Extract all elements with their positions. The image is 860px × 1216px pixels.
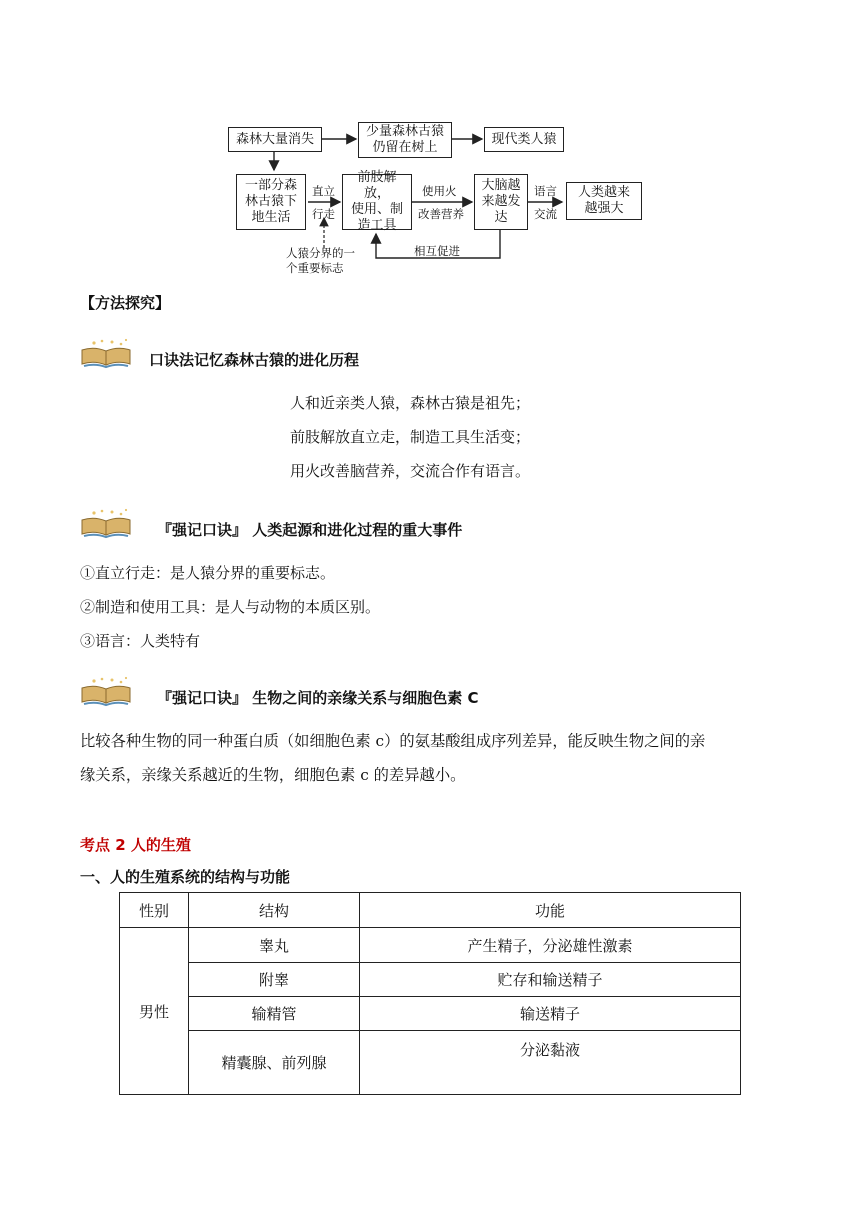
- box-few-apes: [358, 122, 452, 158]
- label-nutrition: 改善营养: [418, 207, 464, 221]
- table-row: [120, 928, 741, 963]
- section2-heading: 考点 2 人的生殖: [80, 836, 191, 854]
- box-forelimb: [342, 170, 412, 233]
- table-header-row: [120, 893, 741, 928]
- events-item-1: ①直立行走：是人猿分界的重要标志。: [80, 564, 336, 582]
- table-cell-structure: 精囊腺、前列腺: [189, 1031, 360, 1095]
- box-brain-line3: 达: [494, 210, 508, 225]
- table-cell-function: 输送精子: [360, 997, 741, 1031]
- table-header-sex: 性别: [120, 893, 189, 928]
- box-ground-line3: 地生活: [251, 210, 291, 225]
- reproductive-table: [119, 892, 741, 1095]
- box-brain: [474, 174, 528, 230]
- table-cell-function: 分泌黏液: [360, 1031, 741, 1095]
- table-cell-structure: 睾丸: [189, 928, 360, 963]
- events-item-3: ③语言：人类特有: [80, 632, 201, 650]
- open-book-icon: [80, 508, 132, 540]
- events-item-2: ②制造和使用工具：是人与动物的本质区别。: [80, 598, 381, 616]
- table-row: [120, 997, 741, 1031]
- box-human-line1: 人类越来: [577, 185, 630, 200]
- box-few-apes-line1: 少量森林古猿: [365, 124, 444, 139]
- label-language: 语言: [534, 184, 557, 198]
- box-ground-life: [236, 174, 306, 230]
- label-mutual-promotion: 相互促进: [414, 244, 460, 258]
- section2-subheading: 一、人的生殖系统的结构与功能: [80, 868, 291, 886]
- table-cell-function: 产生精子，分泌雄性激素: [360, 928, 741, 963]
- box-forelimb-line2: 使用、制: [350, 202, 403, 217]
- table-cell-sex: 男性: [120, 928, 189, 1095]
- label-communication: 交流: [534, 207, 557, 221]
- evolution-flow-diagram: [226, 118, 650, 278]
- box-ground-line2: 林古猿下: [244, 194, 297, 209]
- cytochrome-para-line1: 比较各种生物的同一种蛋白质（如细胞色素 c）的氨基酸组成序列差异，能反映生物之间的亲: [80, 732, 706, 750]
- method-heading: 【方法探究】: [80, 294, 171, 312]
- box-ground-line1: 一部分森: [244, 178, 297, 193]
- box-forelimb-line1: 前肢解放，: [357, 170, 397, 201]
- box-modern-apes-text: 现代类人猿: [491, 131, 557, 147]
- box-brain-line2: 来越发: [481, 194, 521, 209]
- label-upright: 直立: [312, 184, 335, 198]
- table-row: [120, 963, 741, 997]
- cytochrome-para-line2: 缘关系，亲缘关系越近的生物，细胞色素 c 的差异越小。: [80, 766, 466, 784]
- table-cell-structure: 输精管: [189, 997, 360, 1031]
- open-book-icon: [80, 338, 132, 370]
- label-marker-line2: 个重要标志: [286, 261, 344, 275]
- mnemonic-verse-1: 人和近亲类人猿，森林古猿是祖先；: [290, 394, 531, 412]
- label-fire: 使用火: [422, 184, 457, 198]
- mnemonic-title: 口诀法记忆森林古猿的进化历程: [149, 351, 360, 369]
- box-forest-loss: [228, 127, 322, 152]
- label-marker-line1: 人猿分界的一: [286, 246, 355, 260]
- box-human-line2: 越强大: [584, 201, 624, 216]
- mnemonic-verse-3: 用火改善脑营养，交流合作有语言。: [290, 462, 531, 480]
- box-forest-loss-text: 森林大量消失: [235, 131, 314, 147]
- events-title: 『强记口诀』 人类起源和进化过程的重大事件: [157, 521, 463, 539]
- box-human-stronger: [566, 182, 642, 220]
- label-walking: 行走: [312, 207, 335, 221]
- box-few-apes-line2: 仍留在树上: [372, 140, 438, 155]
- mnemonic-verse-2: 前肢解放直立走，制造工具生活变；: [290, 428, 531, 446]
- box-modern-apes: [484, 127, 564, 152]
- table-cell-function: 贮存和输送精子: [360, 963, 741, 997]
- table-cell-structure: 附睾: [189, 963, 360, 997]
- open-book-icon: [80, 676, 132, 708]
- table-row: [120, 1031, 741, 1095]
- box-brain-line1: 大脑越: [481, 178, 521, 193]
- table-header-function: 功能: [360, 893, 741, 928]
- cytochrome-title: 『强记口诀』 生物之间的亲缘关系与细胞色素 C: [157, 689, 479, 707]
- table-header-structure: 结构: [189, 893, 360, 928]
- box-forelimb-line3: 造工具: [357, 218, 397, 233]
